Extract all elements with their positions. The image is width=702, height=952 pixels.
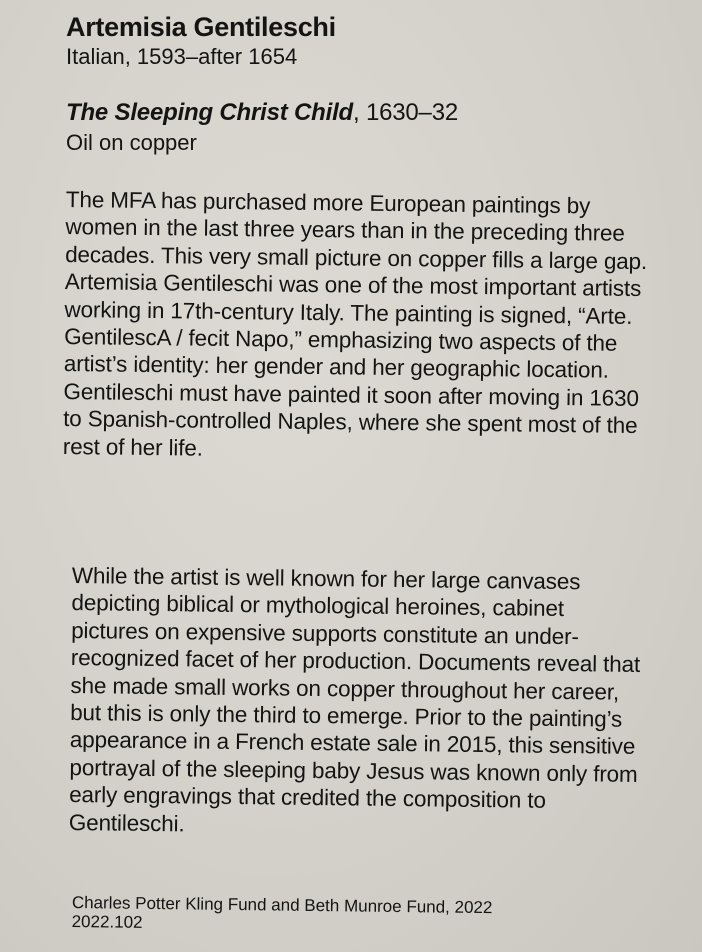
credit-line: Charles Potter Kling Fund and Beth Munroe Fund, 2022	[71, 893, 493, 918]
credit-block	[72, 893, 666, 938]
accession-number: 2022.102	[71, 911, 143, 932]
artwork-title: The Sleeping Christ Child	[66, 99, 354, 126]
description-paragraph-1: The MFA has purchased more European paintings by women in the last three years than in the preceding three decades. This very small picture on copper fills a large gap. Artemisia Gentileschi was one of the most important artists working in 17th-century Italy. The painting is signed, “Arte. GentilescA / fecit Napo,” emphasizing two aspects of the artist’s identity: her gender and her geographic location. Gentileschi must have painted it soon after moving in 1630 to Spanish-controlled Naples, where she spent most of the rest of her life.	[62, 186, 648, 461]
artwork-medium: Oil on copper	[66, 130, 197, 155]
artist-nationality-dates: Italian, 1593–after 1654	[66, 44, 298, 69]
artist-name: Artemisia Gentileschi	[66, 12, 336, 42]
artwork-date: , 1630–32	[353, 99, 459, 126]
description-paragraph-2: While the artist is well known for her large canvases depicting biblical or mythological heroines, cabinet pictures on expensive supports constitute an under-recognized facet of her production. Documents reveal that she made small works on copper throughout her career, but this is only the third to emerge. Prior to the painting’s appearance in a French estate sale in 2015, this sensitive portrayal of the sleeping baby Jesus was known only from early engravings that credited the composition to Gentileschi.	[68, 562, 641, 837]
artwork-title-line	[66, 97, 666, 129]
